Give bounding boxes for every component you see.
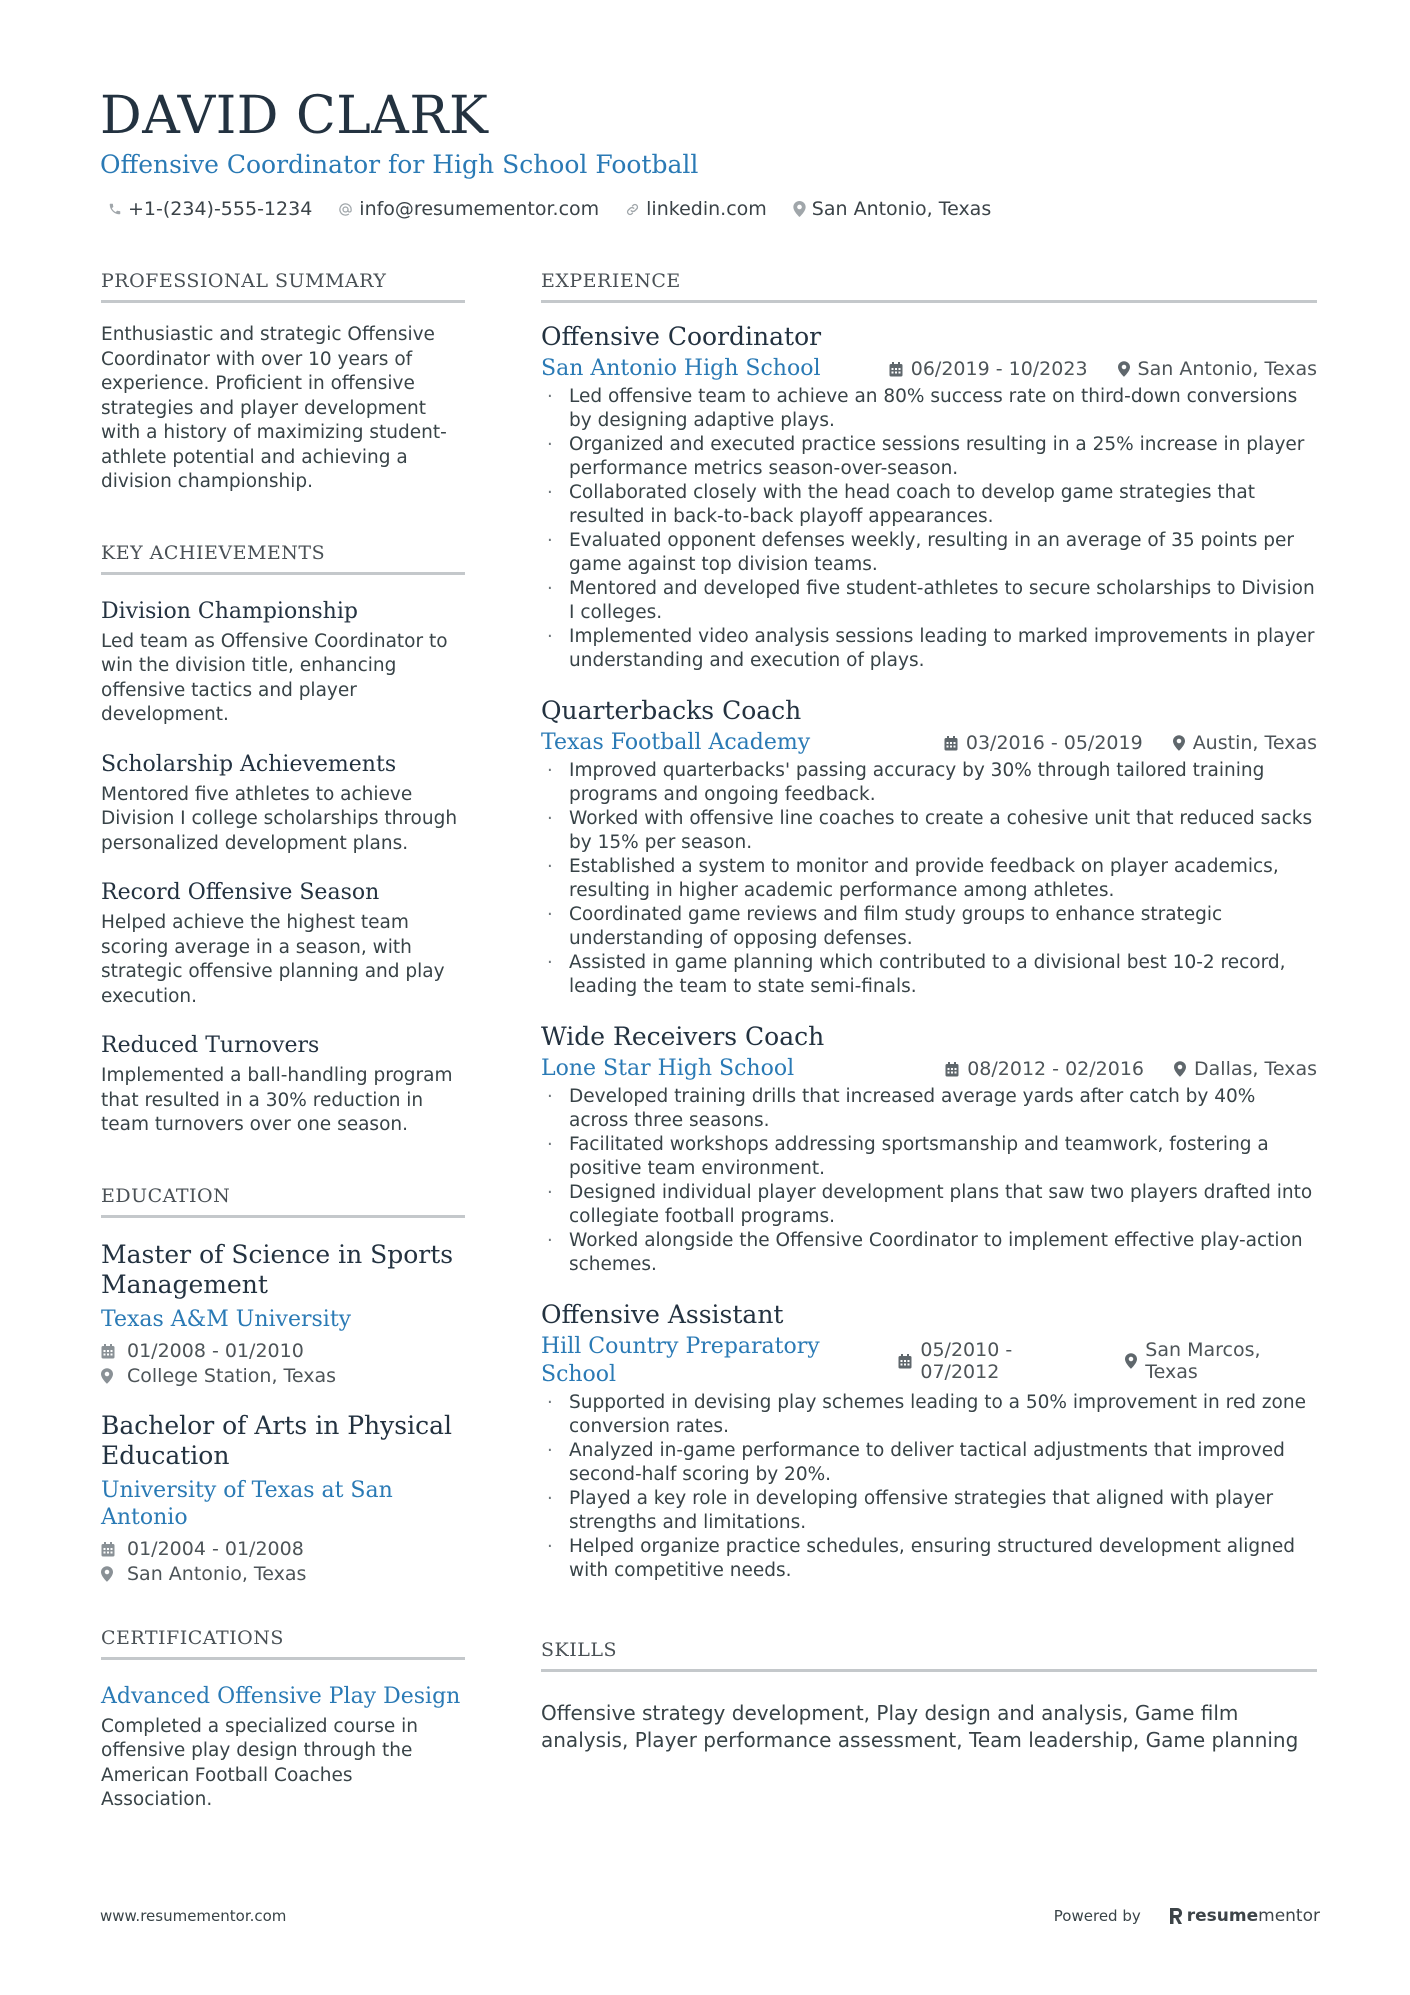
job-meta <box>889 358 1317 380</box>
job-location-wrap <box>1174 1058 1317 1080</box>
bullet-item: · Worked with offensive line coaches to create a cohesive unit that reduced sacks by 15% per season. <box>541 807 1317 855</box>
achievement-text: Led team as Offensive Coordinator to win the division title, enhancing offensive tactics and player development. <box>101 630 448 725</box>
bullet-item: · Worked alongside the Offensive Coordinator to implement effective play-action schemes. <box>541 1229 1317 1277</box>
company-name: San Antonio High School <box>541 356 821 381</box>
experience-heading: EXPERIENCE <box>541 268 1317 303</box>
contact-phone <box>108 198 312 220</box>
job-location: San Antonio, Texas <box>1137 358 1317 380</box>
email-text[interactable]: info@resumementor.com <box>359 198 600 220</box>
achievement-item <box>101 1031 465 1138</box>
achievement-title: Division Championship <box>101 598 358 624</box>
map-pin-icon <box>793 201 806 217</box>
summary-text: Enthusiastic and strategic Offensive Coordinator with over 10 years of experience. Proficient in offensive strategies and player development with a history of maximizing student-athlete potential and achieving a division championship. <box>101 324 447 492</box>
education-dates <box>101 1537 465 1562</box>
job-dates: 08/2012 - 02/2016 <box>967 1058 1145 1080</box>
calendar-icon <box>945 1062 959 1077</box>
calendar-icon <box>898 1354 912 1369</box>
contact-linkedin <box>625 198 767 220</box>
bullet-item: · Implemented video analysis sessions leading to marked improvements in player understanding and execution of plays. <box>541 625 1317 673</box>
skills-text: Offensive strategy development, Play design and analysis, Game film analysis, Player performance assessment, Team leadership, Game planning <box>541 1701 1299 1752</box>
location-text: College Station, Texas <box>127 1364 337 1387</box>
job-location: Austin, Texas <box>1192 732 1317 754</box>
bullet-item: · Helped organize practice schedules, ensuring structured development aligned with competitive needs. <box>541 1535 1317 1583</box>
achievement-item <box>101 878 465 1009</box>
job-location-wrap <box>1173 732 1317 754</box>
certification-text: Completed a specialized course in offensive play design through the American Football Coaches Association. <box>101 1715 418 1810</box>
certifications-section <box>101 1625 465 1813</box>
job-meta <box>945 1058 1317 1080</box>
bullet-item: · Improved quarterbacks' passing accuracy by 30% through tailored training programs and ongoing feedback. <box>541 759 1317 807</box>
education-location <box>101 1562 465 1587</box>
job-meta-row <box>541 1055 1317 1083</box>
linkedin-text[interactable]: linkedin.com <box>646 198 767 220</box>
degree-title: Bachelor of Arts in Physical Education <box>101 1410 453 1470</box>
job-location-wrap <box>1118 358 1317 380</box>
bullet-item: · Led offensive team to achieve an 80% success rate on third-down conversions by designing adaptive plays. <box>541 385 1317 433</box>
certifications-heading: CERTIFICATIONS <box>101 1625 465 1660</box>
bullet-item: · Supported in devising play schemes leading to a 50% improvement in red zone conversion rates. <box>541 1391 1317 1439</box>
skills-heading: SKILLS <box>541 1637 1317 1672</box>
job-meta <box>944 732 1317 754</box>
job-role: Offensive Coordinator <box>541 322 822 351</box>
phone-text[interactable]: +1-(234)-555-1234 <box>128 198 313 220</box>
contact-location <box>793 198 991 220</box>
job-meta-row <box>541 1333 1317 1389</box>
bullet-item: · Designed individual player development plans that saw two players drafted into collegiate football programs. <box>541 1181 1317 1229</box>
bullet-item: · Collaborated closely with the head coach to develop game strategies that resulted in back-to-back playoff appearances. <box>541 481 1317 529</box>
powered-label: Powered by <box>1053 1907 1141 1925</box>
candidate-name: DAVID CLARK <box>100 86 489 146</box>
bullet-item: · Facilitated workshops addressing sportsmanship and teamwork, fostering a positive team environment. <box>541 1133 1317 1181</box>
job-location-wrap <box>1125 1339 1317 1383</box>
page-footer <box>100 1906 1320 1926</box>
achievement-title: Record Offensive Season <box>101 880 380 905</box>
achievement-title: Scholarship Achievements <box>101 751 397 777</box>
job-meta-row <box>541 729 1317 757</box>
job-bullets <box>541 385 1317 673</box>
brand-mark-icon <box>1169 1907 1183 1925</box>
calendar-icon <box>101 1542 121 1557</box>
job-dates: 06/2019 - 10/2023 <box>910 358 1088 380</box>
job-bullets <box>541 1391 1317 1583</box>
education-item <box>101 1411 465 1587</box>
bullet-item: · Coordinated game reviews and film study groups to enhance strategic understanding of opposing defenses. <box>541 903 1317 951</box>
skills-section <box>541 1637 1317 1754</box>
school-name: Texas A&M University <box>101 1306 352 1332</box>
link-icon <box>625 202 640 217</box>
certification-title: Advanced Offensive Play Design <box>101 1683 461 1709</box>
bullet-item: · Assisted in game planning which contributed to a divisional best 10-2 record, leading the team to state semi-finals. <box>541 951 1317 999</box>
map-pin-icon <box>1173 735 1185 751</box>
calendar-icon <box>101 1344 121 1359</box>
at-icon <box>338 202 353 217</box>
candidate-title: Offensive Coordinator for High School Football <box>100 150 699 179</box>
achievement-item <box>101 597 465 728</box>
education-section <box>101 1183 465 1587</box>
right-column <box>541 268 1317 1583</box>
job-dates: 03/2016 - 05/2019 <box>965 732 1143 754</box>
brand-logo[interactable] <box>1169 1906 1320 1926</box>
bullet-item: · Evaluated opponent defenses weekly, resulting in an average of 35 points per game against top division teams. <box>541 529 1317 577</box>
company-name: Texas Football Academy <box>541 730 811 755</box>
contact-bar <box>108 198 1320 220</box>
summary-section <box>101 268 465 495</box>
job-role: Offensive Assistant <box>541 1300 784 1329</box>
bullet-item: · Developed training drills that increased average yards after catch by 40% across three seasons. <box>541 1085 1317 1133</box>
calendar-icon <box>944 736 958 751</box>
job-location: Dallas, Texas <box>1194 1058 1317 1080</box>
left-column <box>101 268 465 1813</box>
job-bullets <box>541 759 1317 999</box>
location-text: San Antonio, Texas <box>811 198 992 220</box>
resume-header <box>100 84 1320 220</box>
powered-by <box>1054 1906 1320 1926</box>
job-meta-row <box>541 355 1317 383</box>
dates-text: 01/2004 - 01/2008 <box>127 1537 304 1560</box>
bullet-item: · Mentored and developed five student-athletes to secure scholarships to Division I colleges. <box>541 577 1317 625</box>
job-dates: 05/2010 - 07/2012 <box>920 1339 1013 1383</box>
job-role: Wide Receivers Coach <box>541 1022 825 1051</box>
education-heading: EDUCATION <box>101 1183 465 1218</box>
degree-title: Master of Science in Sports Management <box>101 1239 454 1299</box>
bullet-item: · Established a system to monitor and provide feedback on player academics, resulting in higher academic performance among athletes. <box>541 855 1317 903</box>
brand-name-thin: mentor <box>1258 1906 1320 1926</box>
bullet-item: · Analyzed in-game performance to deliver tactical adjustments that improved second-half scoring by 20%. <box>541 1439 1317 1487</box>
achievement-item <box>101 750 465 857</box>
achievement-title: Reduced Turnovers <box>101 1033 320 1058</box>
company-name: Hill Country Preparatory School <box>541 1334 820 1387</box>
achievement-text: Implemented a ball-handling program that resulted in a 30% reduction in team turnovers over one season. <box>101 1065 453 1135</box>
achievements-heading: KEY ACHIEVEMENTS <box>101 540 465 575</box>
job-meta <box>898 1339 1317 1383</box>
phone-icon <box>108 202 122 216</box>
job-location: San Marcos, Texas <box>1145 1339 1261 1383</box>
education-dates <box>101 1339 465 1364</box>
company-name: Lone Star High School <box>541 1056 795 1081</box>
footer-url[interactable]: www.resumementor.com <box>100 1907 287 1925</box>
school-name: University of Texas at San Antonio <box>101 1477 393 1530</box>
contact-email <box>338 198 599 220</box>
achievement-text: Mentored five athletes to achieve Division I college scholarships through personalized development plans. <box>101 783 458 854</box>
experience-item <box>541 1299 1317 1583</box>
calendar-icon <box>889 362 903 377</box>
job-bullets <box>541 1085 1317 1277</box>
education-item <box>101 1240 465 1389</box>
experience-item <box>541 695 1317 999</box>
dates-text: 01/2008 - 01/2010 <box>127 1339 304 1362</box>
job-role: Quarterbacks Coach <box>541 696 802 725</box>
map-pin-icon <box>1125 1353 1137 1369</box>
bullet-item: · Organized and executed practice sessions resulting in a 25% increase in player performance metrics season-over-season. <box>541 433 1317 481</box>
achievement-text: Helped achieve the highest team scoring average in a season, with strategic offensive planning and play execution. <box>101 912 445 1007</box>
map-pin-icon <box>101 1566 121 1582</box>
map-pin-icon <box>1174 1061 1186 1077</box>
map-pin-icon <box>1118 361 1130 377</box>
map-pin-icon <box>101 1368 121 1384</box>
experience-item <box>541 321 1317 673</box>
achievements-section <box>101 540 465 1138</box>
brand-name-bold: resume <box>1186 1906 1259 1926</box>
location-text: San Antonio, Texas <box>127 1562 307 1585</box>
summary-heading: PROFESSIONAL SUMMARY <box>101 268 465 303</box>
education-location <box>101 1364 465 1389</box>
bullet-item: · Played a key role in developing offensive strategies that aligned with player strengths and limitations. <box>541 1487 1317 1535</box>
experience-item <box>541 1021 1317 1277</box>
